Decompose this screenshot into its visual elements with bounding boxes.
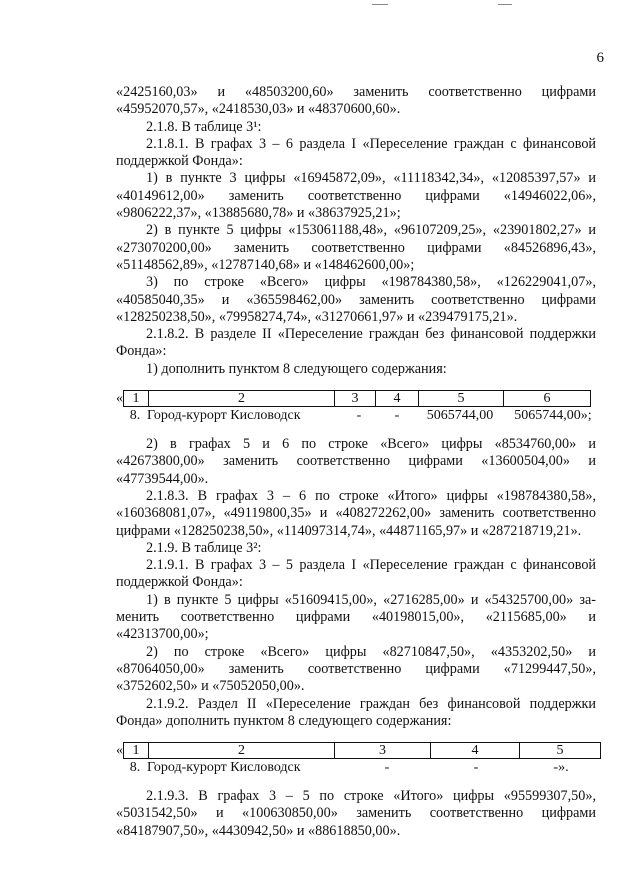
text-line: 1) в пункте 5 цифры «51609415,00», «2716285,00» и «54325700,00» за-: [146, 591, 596, 608]
table-1-header: [123, 390, 591, 407]
table-1: [116, 390, 596, 424]
table-cell: -».: [553, 760, 569, 776]
text-line: 2) в пункте 5 цифры «153061188,48», «96107209,25», «23901802,27» и: [146, 222, 596, 239]
document-body: [116, 84, 596, 840]
table-2-header: [123, 742, 601, 759]
table-header-cell: 4: [376, 391, 419, 407]
text-line: «42673800,00» заменить соответственно цифрами «13600504,00» и: [116, 453, 596, 470]
text-line: «87064050,00» заменить соответственно цифрами «71299447,50»,: [116, 660, 596, 677]
text-line: 2.1.8.2. В разделе II «Переселение граждан без финансовой поддержки: [146, 326, 596, 343]
table-cell: -: [384, 760, 390, 776]
scan-mark: [372, 4, 388, 5]
text-line: «51148562,89», «12787140,68» и «148462600,00»;: [116, 256, 415, 273]
text-line: Фонда»:: [116, 343, 167, 360]
text-line: поддержкой Фонда»:: [116, 574, 243, 591]
text-block-middle: [116, 436, 596, 730]
table-header-cell: 6: [504, 391, 591, 407]
table-header-cell: 2: [149, 391, 335, 407]
text-line: «5031542,50» и «100630850,00» заменить соответственно цифрами: [116, 805, 596, 822]
text-line: 2.1.9.1. В графах 3 – 5 раздела I «Переселение граждан с финансовой: [146, 557, 596, 574]
table-cell: 5065744,00»;: [514, 408, 592, 424]
table-cell: -: [394, 408, 400, 424]
text-line: менить соответственно цифрами «40198015,00», «2115685,00» и: [116, 609, 596, 626]
text-line: «40585040,35» и «365598462,00» заменить соответственно цифрами: [116, 291, 596, 308]
table-header-cell: 5: [419, 391, 504, 407]
table-cell: -: [473, 760, 479, 776]
text-line: 2.1.9. В таблице 3²:: [146, 539, 262, 556]
table-2: [116, 742, 596, 776]
text-line: 2.1.9.2. Раздел II «Переселение граждан без финансовой поддержки: [146, 695, 596, 712]
text-block-bottom: [116, 788, 596, 840]
text-line: «160368081,07», «49119800,35» и «408272262,00» заменить соответственно: [116, 505, 596, 522]
table-cell: 5065744,00: [426, 408, 494, 424]
text-line: 2.1.8.1. В графах 3 – 6 раздела I «Переселение граждан с финансовой: [146, 135, 596, 152]
text-line: поддержкой Фонда»:: [116, 153, 243, 170]
text-line: «42313700,00»;: [116, 626, 209, 643]
text-line: «3752602,50» и «75052050,00».: [116, 678, 305, 695]
text-line: цифрами «128250238,50», «114097314,74», «44871165,97» и «287218719,21».: [116, 522, 582, 539]
text-line: 1) в пункте 3 цифры «16945872,09», «11118342,34», «12085397,57» и: [146, 170, 596, 187]
text-line: 3) по строке «Всего» цифры «198784380,58», «126229041,07»,: [146, 274, 596, 291]
text-line: 1) дополнить пунктом 8 следующего содержания:: [146, 360, 447, 377]
table-cell: Город-курорт Кисловодск: [147, 408, 301, 424]
text-line: «273070200,00» заменить соответственно цифрами «84526896,43»,: [116, 239, 596, 256]
text-line: «84187907,50», «4430942,50» и «88618850,00».: [116, 822, 401, 839]
table-header-cell: 3: [335, 743, 431, 759]
text-line: «40149612,00» заменить соответственно цифрами «14946022,06»,: [116, 187, 596, 204]
table-cell: 8.: [129, 408, 141, 424]
table-header-cell: 3: [335, 391, 376, 407]
text-line: 2.1.8. В таблице 3¹:: [146, 118, 262, 135]
table-2-row: [123, 759, 602, 776]
text-line: «2425160,03» и «48503200,60» заменить соответственно цифрами: [116, 84, 596, 100]
table-header-cell: 2: [149, 743, 335, 759]
text-line: «47739544,00».: [116, 470, 209, 487]
text-line: 2) по строке «Всего» цифры «82710847,50», «4353202,50» и: [146, 643, 596, 660]
table-header-cell: 5: [520, 743, 601, 759]
text-line: 2.1.9.3. В графах 3 – 5 по строке «Итого» цифры «95599307,50»,: [146, 788, 596, 805]
table-cell: 8.: [129, 760, 141, 776]
table-cell: Город-курорт Кисловодск: [147, 760, 301, 776]
table-header-cell: 1: [124, 391, 149, 407]
table-open-quote: «: [116, 743, 123, 759]
scan-mark: [498, 4, 512, 5]
text-block-top: [116, 84, 596, 378]
table-header-cell: 4: [431, 743, 520, 759]
page-number: 6: [596, 50, 604, 66]
table-header-cell: 1: [124, 743, 149, 759]
text-line: «9806222,37», «13885680,78» и «38637925,21»;: [116, 205, 401, 222]
table-cell: -: [356, 408, 362, 424]
table-open-quote: «: [116, 391, 123, 407]
text-line: «45952070,57», «2418530,03» и «48370600,60».: [116, 101, 401, 118]
text-line: 2.1.8.3. В графах 3 – 6 по строке «Итого» цифры «198784380,58»,: [146, 487, 596, 504]
scan-marks: [0, 0, 640, 10]
text-line: «128250238,50», «79958274,74», «31270661,97» и «239479175,21».: [116, 308, 518, 325]
text-line: 2) в графах 5 и 6 по строке «Всего» цифры «8534760,00» и: [146, 436, 596, 453]
table-1-row: [123, 407, 604, 424]
text-line: Фонда» дополнить пунктом 8 следующего содержания:: [116, 712, 452, 729]
